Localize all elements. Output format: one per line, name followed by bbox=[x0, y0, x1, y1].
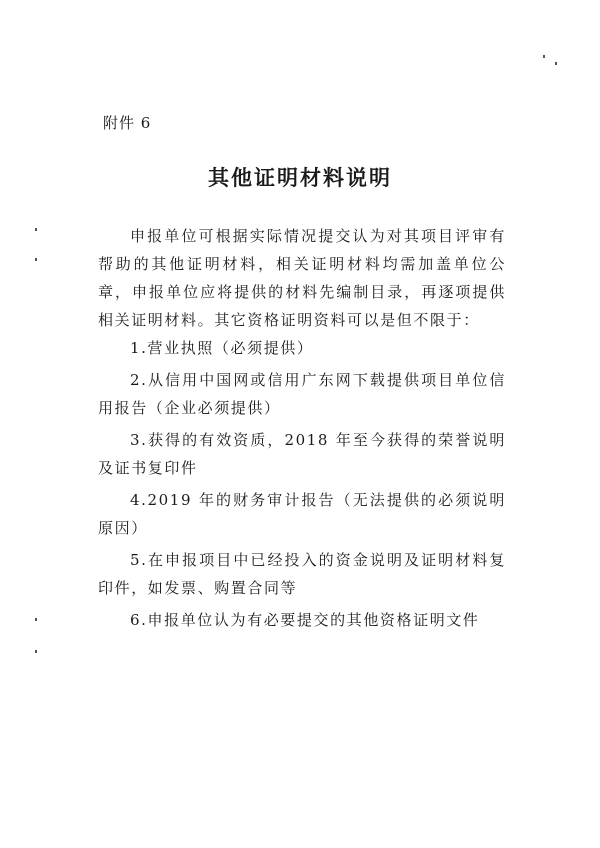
scan-speck bbox=[35, 650, 37, 653]
document-title: 其他证明材料说明 bbox=[208, 165, 392, 190]
scan-speck bbox=[35, 258, 37, 261]
document-body bbox=[98, 222, 506, 638]
scan-speck bbox=[35, 228, 37, 231]
scan-speck bbox=[543, 55, 545, 58]
list-item-4: 4.2019 年的财务审计报告（无法提供的必须说明原因） bbox=[98, 491, 506, 537]
intro-paragraph: 申报单位可根据实际情况提交认为对其项目评审有帮助的其他证明材料，相关证明材料均需加盖单位公章，申报单位应将提供的材料先编制目录，再逐项提供相关证明材料。其它资格证明资料可以是但不限于： bbox=[98, 227, 506, 329]
scan-speck bbox=[35, 618, 37, 621]
list-item-2: 2.从信用中国网或信用广东网下载提供项目单位信用报告（企业必须提供） bbox=[98, 371, 506, 417]
list-item-1: 1.营业执照（必须提供） bbox=[130, 339, 314, 357]
scan-speck bbox=[555, 62, 557, 65]
list-item-3: 3.获得的有效资质，2018 年至今获得的荣誉说明及证书复印件 bbox=[98, 431, 506, 477]
list-item-5: 5.在申报项目中已经投入的资金说明及证明材料复印件，如发票、购置合同等 bbox=[98, 551, 506, 597]
list-item-6: 6.申报单位认为有必要提交的其他资格证明文件 bbox=[130, 611, 480, 629]
attachment-label: 附件 6 bbox=[103, 114, 152, 132]
